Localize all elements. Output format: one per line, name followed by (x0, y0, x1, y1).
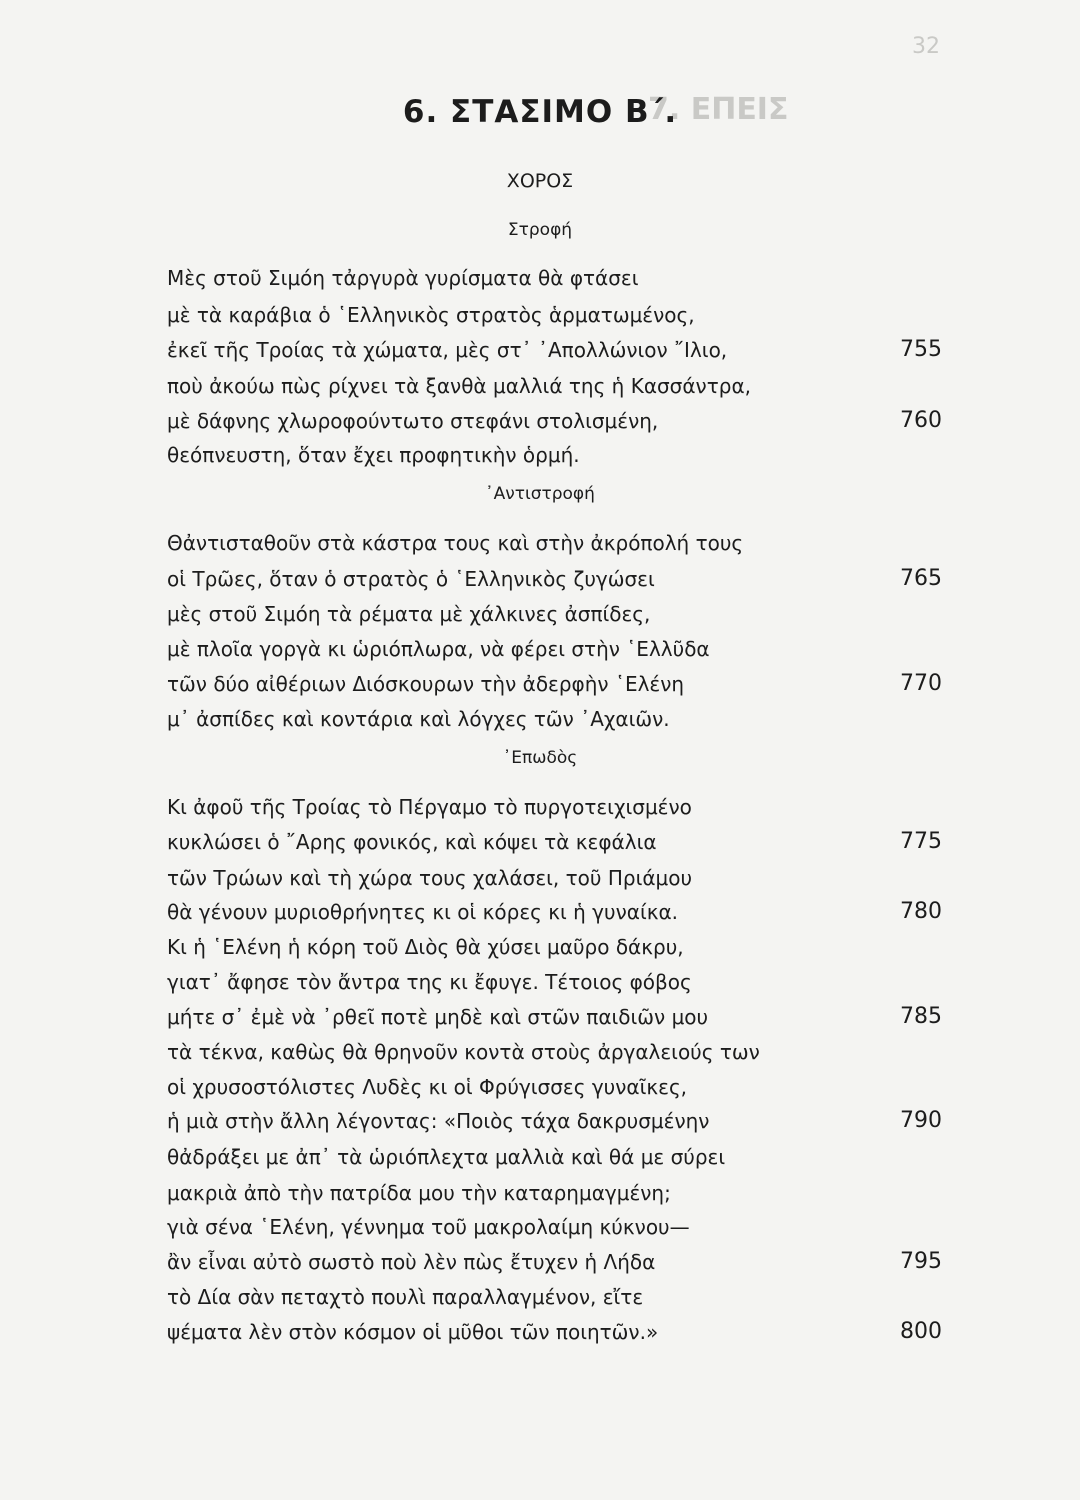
verse-line: γιὰ σένα ῾Ελένη, γέννημα τοῦ μακρολαίμη κύκνου— (167, 1215, 690, 1239)
verse-line: Κι ἡ ῾Ελένη ἡ κόρη τοῦ Διὸς θὰ χύσει μαῦρο δάκρυ, (167, 935, 684, 959)
verse-line: ἡ μιὰ στὴν ἄλλη λέγοντας: «Ποιὸς τάχα δακρυσμένην (167, 1109, 710, 1133)
line-number: 795 (900, 1249, 942, 1274)
verse-line: ἂν εἶναι αὐτὸ σωστὸ ποὺ λὲν πὼς ἔτυχεν ἡ Λήδα (167, 1250, 656, 1274)
verse-line: γιατ᾿ ἄφησε τὸν ἄντρα της κι ἔφυγε. Τέτοιος φόβος (167, 970, 692, 994)
verse-line: μακριὰ ἀπὸ τὴν πατρίδα μου τὴν καταρημαγμένη; (167, 1181, 671, 1205)
verse-line: οἱ Τρῶες, ὅταν ὁ στρατὸς ὁ ῾Ελληνικὸς ζυγώσει (167, 567, 655, 591)
verse-line: ψέματα λὲν στὸν κόσμον οἱ μῦθοι τῶν ποιητῶν.» (167, 1320, 659, 1344)
line-number: 780 (900, 899, 942, 924)
verse-line: ποὺ ἀκούω πὼς ρίχνει τὰ ξανθὰ μαλλιά της ἡ Κασσάντρα, (167, 374, 751, 398)
line-number: 775 (900, 829, 942, 854)
verse-line: θὰ γένουν μυριοθρήνητες κι οἱ κόρες κι ἡ γυναίκα. (167, 900, 679, 924)
line-number: 760 (900, 408, 942, 433)
line-number: 765 (900, 566, 942, 591)
verse-line: οἱ χρυσοστόλιστες Λυδὲς κι οἱ Φρύγισσες γυναῖκες, (167, 1075, 688, 1099)
verse-line: μὲ πλοῖα γοργὰ κι ὡριόπλωρα, νὰ φέρει στὴν ῾Ελλῦδα (167, 637, 710, 661)
verse-line: Μὲς στοῦ Σιμόη τἀργυρὰ γυρίσματα θὰ φτάσει (167, 266, 639, 290)
bleed-through-page-number: 32 (912, 34, 940, 59)
strophe-label: Στροφή (507, 220, 573, 240)
verse-line: τὰ τέκνα, καθὼς θὰ θρηνοῦν κοντὰ στοὺς ἀργαλειούς των (167, 1040, 760, 1064)
verse-line: θἀδράξει με ἀπ᾿ τὰ ὡριόπλεχτα μαλλιὰ καὶ θά με σύρει (167, 1145, 726, 1169)
epode-label: ᾿Επωδὸς (502, 748, 578, 768)
antistrophe-label: ᾿Αντιστροφή (485, 484, 595, 504)
line-number: 770 (900, 671, 942, 696)
verse-line: τῶν Τρώων καὶ τὴ χώρα τους χαλάσει, τοῦ Πριάμου (167, 866, 693, 890)
verse-line: μὲς στοῦ Σιμόη τὰ ρέματα μὲ χάλκινες ἀσπίδες, (167, 602, 651, 626)
verse-line: τῶν δύο αἰθέριων Διόσκουρων τὴν ἀδερφὴν ῾Ελένη (167, 672, 685, 696)
verse-line: μ᾿ ἀσπίδες καὶ κοντάρια καὶ λόγχες τῶν ᾿Αχαιῶν. (167, 707, 670, 731)
verse-line: ἐκεῖ τῆς Τροίας τὰ χώματα, μὲς στ᾿ ᾿Απολλώνιον ῎Ιλιο, (167, 338, 728, 362)
line-number: 800 (900, 1319, 942, 1344)
section-heading: 6. ΣΤΑΣΙΜΟ Β΄. (402, 94, 678, 130)
speaker-label: ΧΟΡΟΣ (506, 170, 574, 192)
verse-line: μὲ δάφνης χλωροφούντωτο στεφάνι στολισμένη, (167, 409, 659, 433)
bleed-through-title: 7. ΕΠΕΙΣ (648, 92, 789, 127)
verse-line: Κι ἀφοῦ τῆς Τροίας τὸ Πέργαμο τὸ πυργοτειχισμένο (167, 795, 692, 819)
verse-line: μὲ τὰ καράβια ὁ ῾Ελληνικὸς στρατὸς ἁρματωμένος, (167, 303, 695, 327)
verse-line: Θἀντισταθοῦν στὰ κάστρα τους καὶ στὴν ἀκρόπολή τους (167, 531, 744, 555)
verse-line: θεόπνευστη, ὅταν ἔχει προφητικὴν ὁρμή. (167, 443, 580, 467)
verse-line: τὸ Δία σὰν πεταχτὸ πουλὶ παραλλαγμένον, εἴτε (167, 1285, 644, 1309)
line-number: 755 (900, 337, 942, 362)
line-number: 785 (900, 1004, 942, 1029)
line-number: 790 (900, 1108, 942, 1133)
verse-line: κυκλώσει ὁ ῎Αρης φονικός, καὶ κόψει τὰ κεφάλια (167, 830, 657, 854)
verse-line: μήτε σ᾿ ἐμὲ νὰ ᾿ρθεῖ ποτὲ μηδὲ καὶ στῶν παιδιῶν μου (167, 1005, 709, 1029)
